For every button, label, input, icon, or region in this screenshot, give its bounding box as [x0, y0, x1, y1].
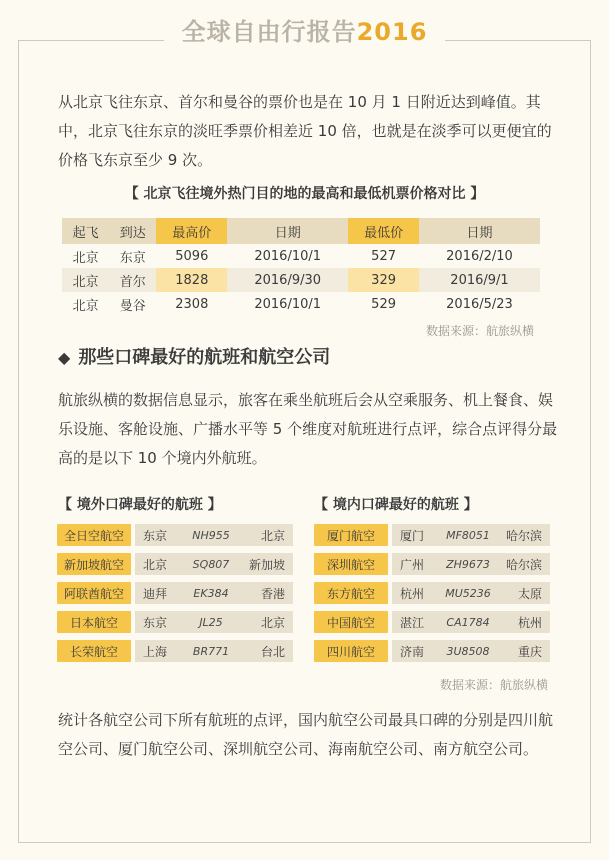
flight-destination: 太原: [517, 586, 542, 601]
flight-destination: 重庆: [517, 644, 542, 659]
flight-number: BR771: [192, 644, 230, 658]
flight-ticket: [392, 640, 550, 662]
flight-origin: 杭州: [400, 586, 425, 601]
table-cell: 2016/9/30: [227, 268, 348, 292]
diamond-icon: ◆: [58, 348, 71, 367]
flight-number: EK384: [193, 586, 229, 600]
domestic-flights-title: 【 境内口碑最好的航班 】: [314, 497, 478, 513]
table-cell: 东京: [119, 250, 146, 266]
table-cell: 2016/5/23: [446, 296, 513, 312]
table-cell: 329: [348, 268, 419, 292]
table-row: [62, 268, 540, 292]
page-title: 全球自由行报告2016: [164, 12, 446, 52]
flight-ticket: [135, 582, 293, 604]
flight-destination: 北京: [260, 528, 285, 543]
airline-label: 全日空航空: [57, 524, 131, 546]
airline-label: 新加坡航空: [57, 553, 131, 575]
table-cell: 527: [371, 248, 396, 264]
fare-table-title: 【 北京飞往境外热门目的地的最高和最低机票价格对比 】: [124, 186, 485, 202]
flight-ticket: [392, 611, 550, 633]
flight-number: CA1784: [446, 615, 490, 629]
table-cell: 2016/2/10: [446, 248, 513, 264]
flight-origin: 厦门: [400, 528, 425, 543]
flight-origin: 迪拜: [143, 586, 168, 601]
list-item: [314, 640, 550, 662]
list-item: [314, 553, 550, 575]
flight-number: NH955: [192, 528, 230, 542]
airline-label: 中国航空: [314, 611, 388, 633]
table-cell: 北京: [72, 250, 99, 266]
airline-label: 日本航空: [57, 611, 131, 633]
col-header: 日期: [419, 218, 540, 244]
list-item: [314, 582, 550, 604]
fare-table-header: [62, 218, 540, 244]
fare-table-source: 数据来源：航旅纵横: [426, 324, 535, 338]
flight-origin: 北京: [143, 557, 168, 572]
flight-destination: 新加坡: [248, 557, 285, 572]
airline-label: 阿联酋航空: [57, 582, 131, 604]
col-header: 最高价: [156, 218, 227, 244]
flight-origin: 东京: [143, 528, 168, 543]
intro-paragraph: 从北京飞往东京、首尔和曼谷的票价也是在 10 月 1 日附近达到峰值。其中，北京飞往东京的淡旺季票价相差近 10 倍，也就是在淡季可以更便宜的价格飞东京至少 9 次。: [58, 93, 552, 169]
flight-ticket: [392, 524, 550, 546]
flight-number: 3U8508: [446, 644, 490, 658]
table-cell: 北京: [62, 268, 109, 292]
flight-destination: 哈尔滨: [505, 557, 542, 572]
flight-destination: 香港: [260, 586, 285, 601]
list-item: [57, 524, 293, 546]
airline-label: 长荣航空: [57, 640, 131, 662]
table-cell: 2016/9/1: [419, 268, 540, 292]
list-item: [314, 524, 550, 546]
flight-origin: 济南: [400, 644, 425, 659]
flight-ticket: [135, 611, 293, 633]
domestic-flight-list: [314, 524, 550, 669]
list-item: [57, 611, 293, 633]
header: [0, 12, 609, 52]
table-cell: 529: [371, 296, 396, 312]
col-header: 日期: [227, 218, 348, 244]
table-row: [62, 244, 540, 268]
conclusion-paragraph: 统计各航空公司下所有航班的点评，国内航空公司最具口碑的分别是四川航空公司、厦门航空公司、深圳航空公司、海南航空公司、南方航空公司。: [58, 711, 554, 758]
airline-label: 四川航空: [314, 640, 388, 662]
flight-number: MF8051: [446, 528, 490, 542]
table-row: [62, 292, 540, 316]
flight-number: JL25: [199, 615, 223, 629]
table-cell: 2016/10/1: [254, 296, 322, 312]
flight-ticket: [392, 553, 550, 575]
list-item: [57, 553, 293, 575]
flight-ticket: [135, 640, 293, 662]
col-header: 起飞: [62, 218, 109, 244]
flight-destination: 杭州: [517, 615, 542, 630]
table-cell: 曼谷: [119, 298, 146, 314]
flight-number: ZH9673: [446, 557, 490, 571]
section-paragraph: 航旅纵横的数据信息显示，旅客在乘坐航班后会从空乘服务、机上餐食、娱乐设施、客舱设施、广播水平等 5 个维度对航班进行点评，综合点评得分最高的是以下 10 个境内外航班。: [58, 391, 558, 467]
flight-origin: 广州: [400, 557, 425, 572]
flight-ticket: [392, 582, 550, 604]
flight-origin: 湛江: [400, 615, 425, 630]
flight-ticket: [135, 524, 293, 546]
flight-number: MU5236: [445, 586, 491, 600]
table-cell: 北京: [72, 298, 99, 314]
airline-label: 东方航空: [314, 582, 388, 604]
flight-destination: 哈尔滨: [505, 528, 542, 543]
airline-label: 厦门航空: [314, 524, 388, 546]
flights-source: 数据来源：航旅纵横: [440, 678, 549, 692]
table-cell: 首尔: [109, 268, 156, 292]
col-header: 到达: [109, 218, 156, 244]
intl-flights-title: 【 境外口碑最好的航班 】: [58, 497, 222, 513]
section-heading: ◆ 那些口碑最好的航班和航空公司: [58, 347, 331, 368]
table-cell: 1828: [156, 268, 227, 292]
table-cell: 2308: [175, 296, 209, 312]
fare-table: [62, 218, 540, 316]
list-item: [57, 640, 293, 662]
table-cell: 5096: [175, 248, 209, 264]
flight-number: SQ807: [192, 557, 230, 571]
list-item: [314, 611, 550, 633]
flight-destination: 台北: [260, 644, 285, 659]
flight-origin: 东京: [143, 615, 168, 630]
airline-label: 深圳航空: [314, 553, 388, 575]
flight-origin: 上海: [143, 644, 168, 659]
title-year: 2016: [356, 18, 428, 46]
list-item: [57, 582, 293, 604]
table-cell: 2016/10/1: [254, 248, 322, 264]
col-header: 最低价: [348, 218, 419, 244]
flight-destination: 北京: [260, 615, 285, 630]
flight-ticket: [135, 553, 293, 575]
intl-flight-list: [57, 524, 293, 669]
